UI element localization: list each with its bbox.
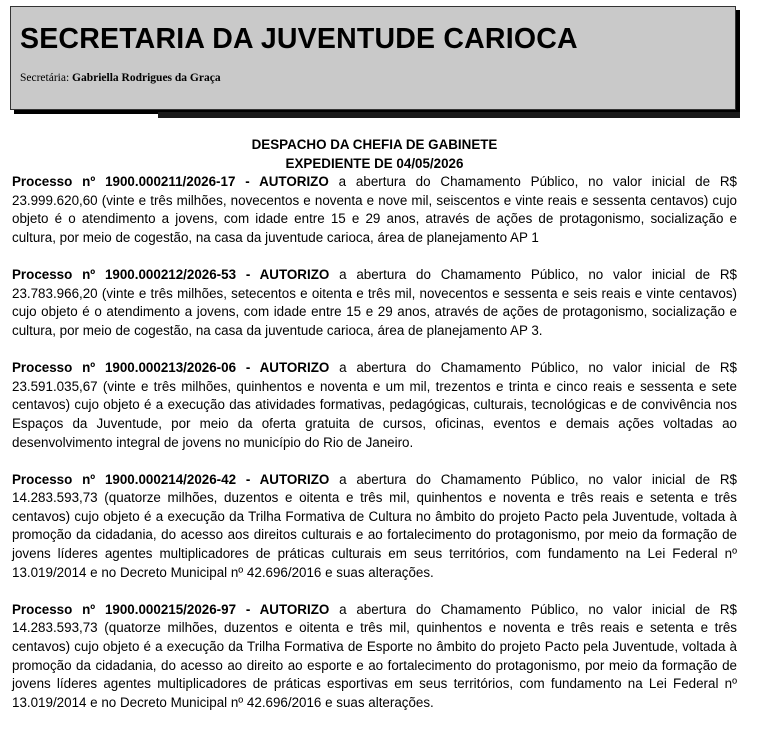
process-number: Processo nº 1900.000212/2026-53 bbox=[12, 267, 237, 283]
process-text: a abertura do Chamamento Público, no valor inicial de R$ 23.591.035,67 (vinte e três milhões, quinhentos e noventa e um mil, trezentos e trinta e cinco reais e sessenta e sete centavos) cujo objeto é a execução das atividades formativas, pedagógicas, culturais, tecnológicas e de convivência nos Espaços da Juventude, por meio da oferta gratuita de cursos, oficinas, eventos e demais ações voltadas ao desenvolvimento integral de jovens no município do Rio de Janeiro. bbox=[12, 360, 737, 450]
process-number: Processo nº 1900.000215/2026-97 bbox=[12, 601, 237, 617]
header-banner bbox=[10, 6, 736, 110]
process-action: AUTORIZO bbox=[259, 471, 330, 487]
process-entry bbox=[12, 601, 737, 713]
process-action: AUTORIZO bbox=[259, 267, 330, 283]
process-separator: - bbox=[235, 174, 260, 190]
process-entry bbox=[12, 266, 737, 340]
process-entry bbox=[12, 173, 737, 247]
process-text: a abertura do Chamamento Público, no valor inicial de R$ 14.283.593,73 (quatorze milhões, duzentos e oitenta e três mil, quinhentos e noventa e três reais e setenta e três centavos) cujo objeto é a execução da Trilha Formativa de Cultura no âmbito do projeto Pacto pela Juventude, voltada à promoção da cidadania, do acesso aos direitos culturais e ao fortalecimento do protagonismo, por meio da formação de jovens líderes agentes multiplicadores de práticas culturais em seus territórios, com fundamento na Lei Federal nº 13.019/2014 e no Decreto Municipal nº 42.696/2016 e suas alterações. bbox=[12, 471, 737, 580]
process-number: Processo nº 1900.000211/2026-17 bbox=[12, 174, 236, 190]
process-text: a abertura do Chamamento Público, no valor inicial de R$ 23.999.620,60 (vinte e três milhões, novecentos e noventa e nove mil, seiscentos e vinte reais e sessenta centavos) cujo objeto é o atendimento a jovens, com idade entre 15 e 29 anos, através de ações de protagonismo, socialização e cultura, por meio de cogestão, na casa da juventude carioca, área de planejamento AP 1 bbox=[12, 174, 737, 245]
process-entry bbox=[12, 471, 737, 583]
process-separator: - bbox=[236, 360, 260, 376]
process-action: AUTORIZO bbox=[259, 360, 330, 376]
process-action: AUTORIZO bbox=[259, 601, 330, 617]
secretary-label: Secretária: bbox=[20, 72, 73, 84]
process-separator: - bbox=[236, 471, 260, 487]
process-number: Processo nº 1900.000214/2026-42 bbox=[12, 471, 237, 487]
process-action: AUTORIZO bbox=[259, 174, 329, 190]
process-text: a abertura do Chamamento Público, no valor inicial de R$ 14.283.593,73 (quatorze milhões, duzentos e oitenta e três mil, quinhentos e noventa e três reais e setenta e três centavos) cujo objeto é a execução da Trilha Formativa de Esporte no âmbito do projeto Pacto pela Juventude, voltada à promoção da cidadania, do acesso ao direito ao esporte e ao fortalecimento do protagonismo, por meio da formação de jovens líderes agentes multiplicadores de práticas esportivas em seus territórios, com fundamento na Lei Federal nº 13.019/2014 e no Decreto Municipal nº 42.696/2016 e suas alterações. bbox=[12, 601, 737, 710]
process-entry bbox=[12, 359, 737, 452]
page-title: SECRETARIA DA JUVENTUDE CARIOCA bbox=[20, 23, 578, 55]
secretary-line bbox=[20, 72, 221, 84]
process-number: Processo nº 1900.000213/2026-06 bbox=[12, 360, 237, 376]
secretary-name: Gabriella Rodrigues da Graça bbox=[72, 72, 221, 84]
process-text: a abertura do Chamamento Público, no valor inicial de R$ 23.783.966,20 (vinte e três milhões, setecentos e oitenta e três mil, novecentos e sessenta e seis reais e vinte centavos) cujo objeto é o atendimento a jovens, com idade entre 15 e 29 anos, através de ações de protagonismo, socialização e cultura, por meio de cogestão, na casa da juventude carioca, área de planejamento AP 3. bbox=[12, 267, 737, 338]
process-separator: - bbox=[236, 267, 260, 283]
process-separator: - bbox=[236, 601, 260, 617]
header-divider bbox=[158, 112, 740, 118]
document-body bbox=[12, 136, 737, 731]
document-subheading: EXPEDIENTE DE 04/05/2026 bbox=[285, 155, 464, 171]
document-heading: DESPACHO DA CHEFIA DE GABINETE bbox=[251, 137, 498, 152]
